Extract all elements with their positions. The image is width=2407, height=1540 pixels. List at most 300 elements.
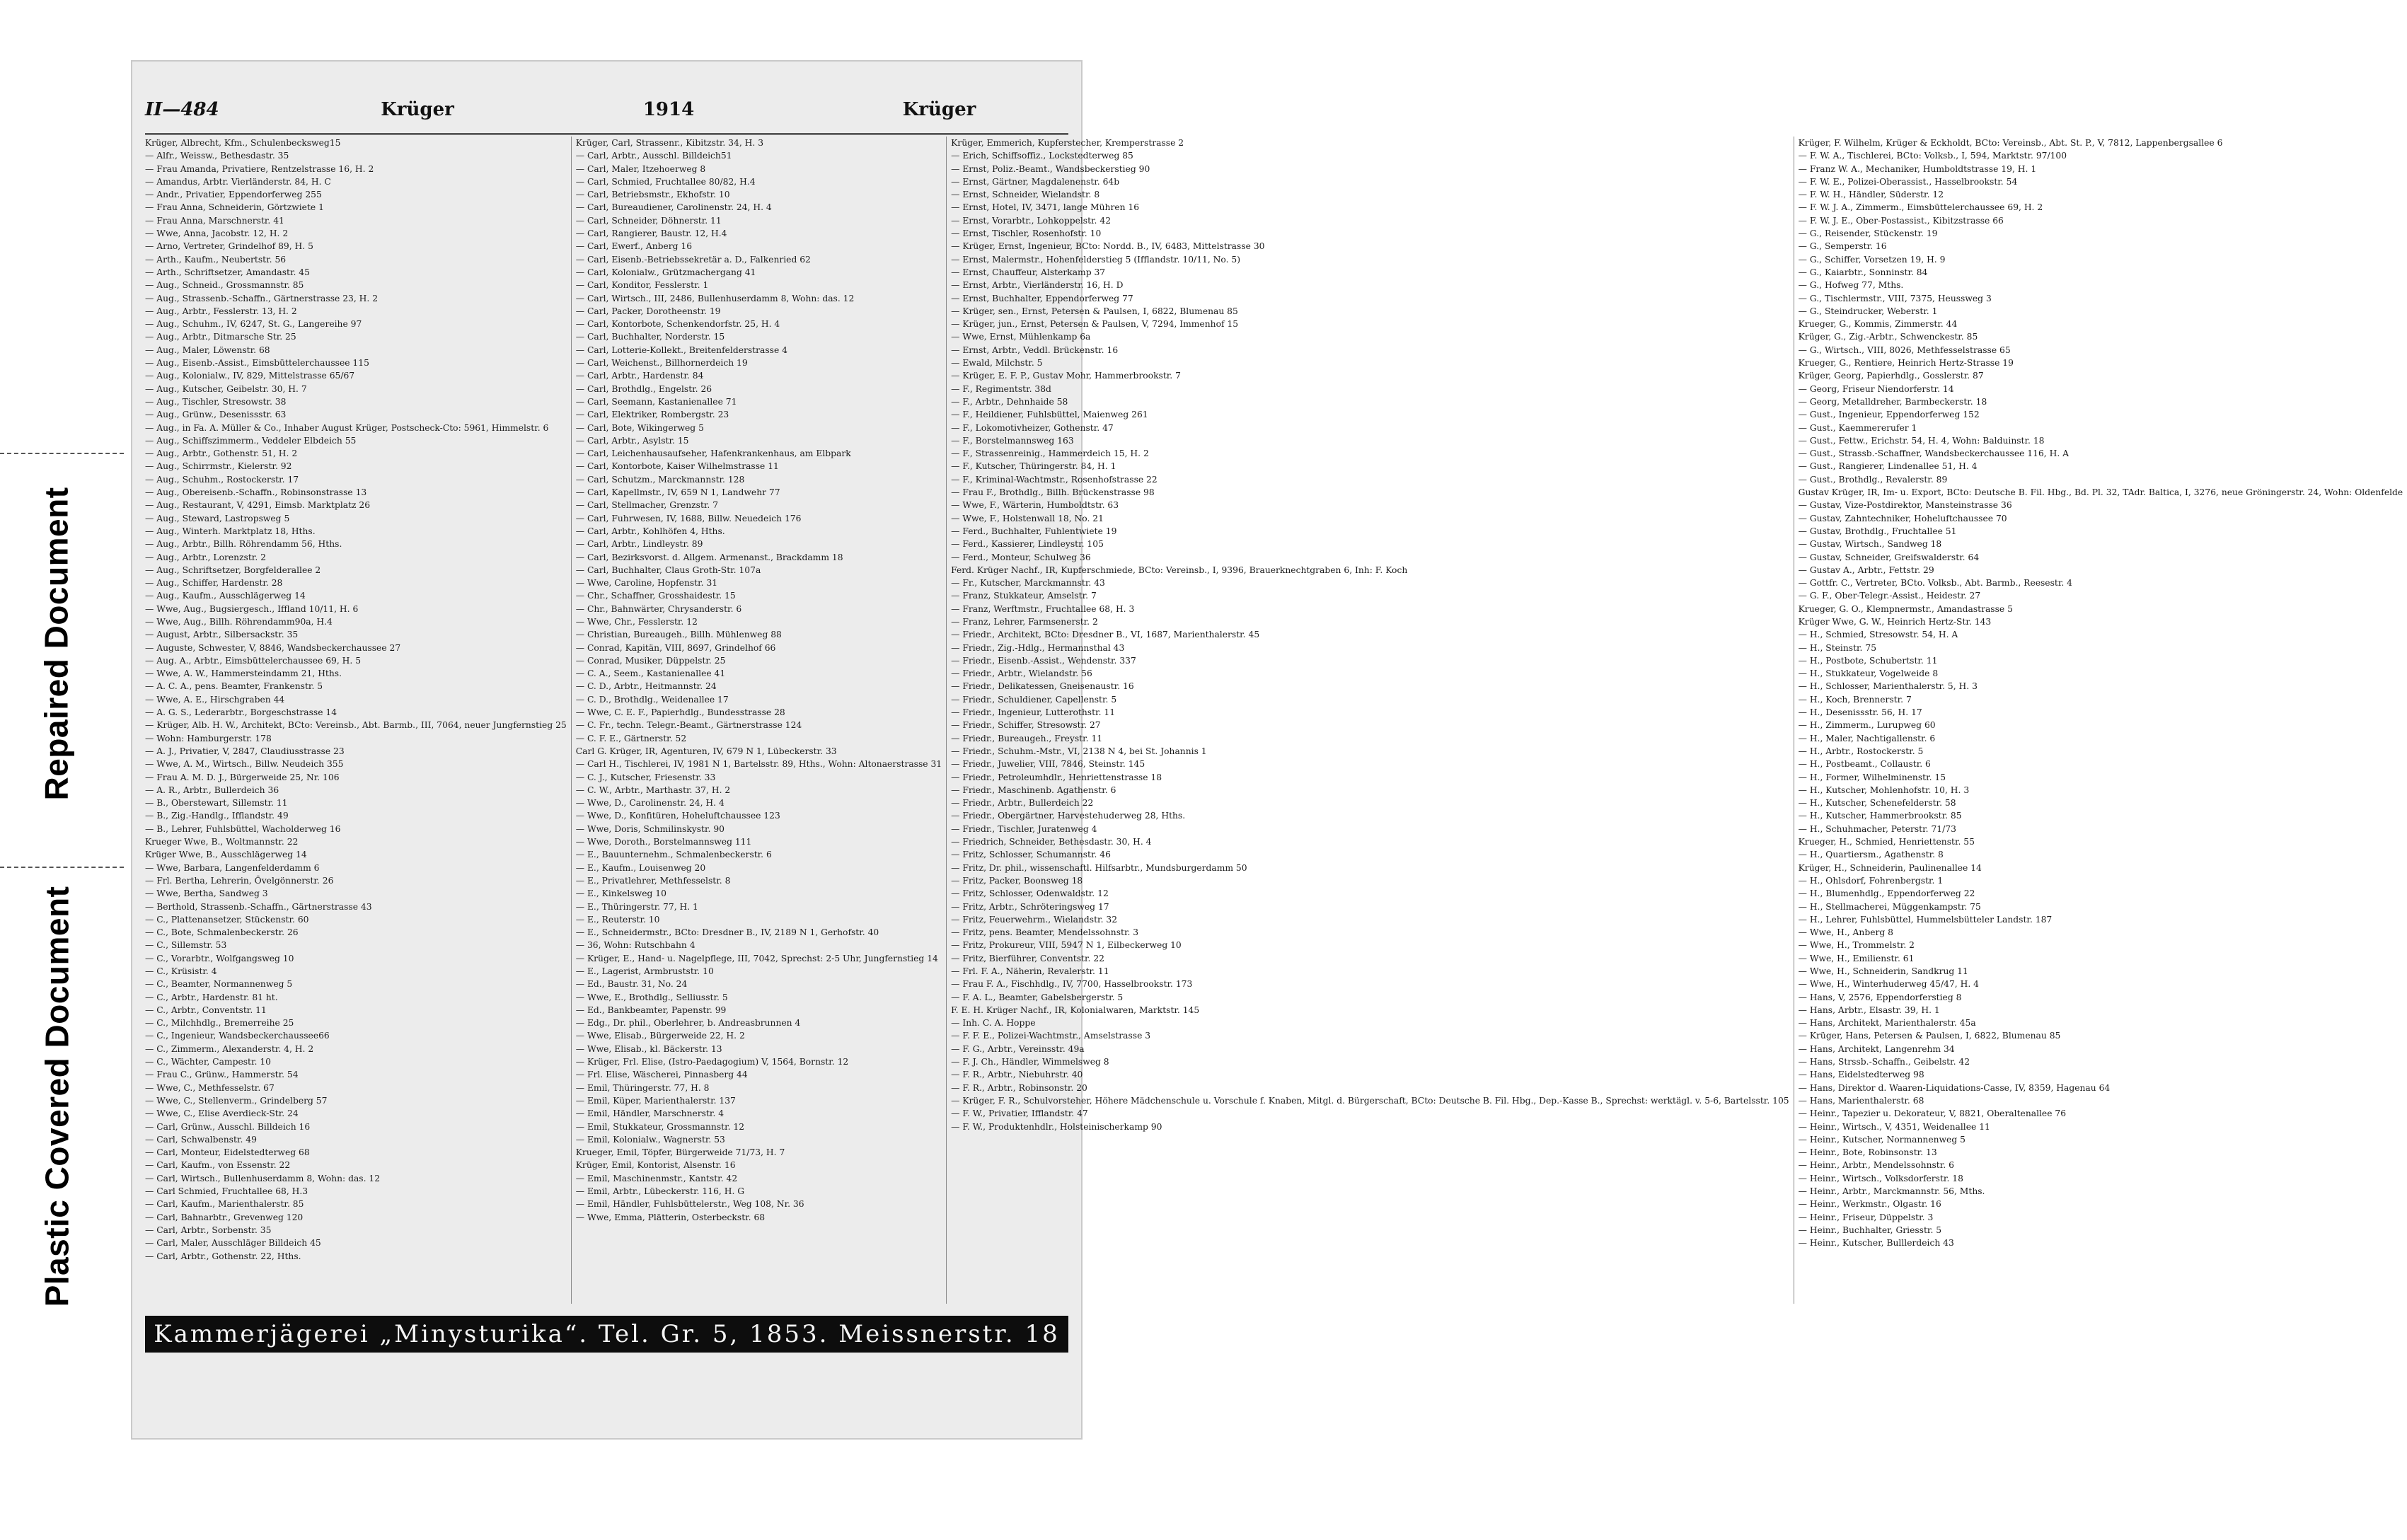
- repaired-document-text: Repaired Document: [38, 487, 75, 801]
- directory-entry: — C., Zimmerm., Alexanderstr. 4, H. 2: [145, 1043, 314, 1054]
- directory-entry: — Ewald, Milchstr. 5: [951, 358, 1043, 369]
- directory-entry: — C. A., Seem., Kastanienallee 41: [575, 668, 726, 679]
- directory-entry: Krueger, H., Schmied, Henriettenstr. 55: [1798, 837, 1975, 847]
- directory-entry: — Carl, Leichenhausaufseher, Hafenkrankenhaus, am Elbpark: [575, 448, 851, 459]
- directory-entry: — Carl, Wirtsch., III, 2486, Bullenhuserdamm 8, Wohn: das. 12: [575, 293, 855, 303]
- directory-entry: — H., Desenissstr. 56, H. 17: [1798, 707, 1922, 718]
- directory-entry: — H., Stukkateur, Vogelweide 8: [1798, 668, 1939, 679]
- directory-entry: — F. W. J. E., Ober-Postassist., Kibitzstrasse 66: [1798, 215, 2004, 226]
- directory-entry: — Hans, Eidelstedterweg 98: [1798, 1070, 1924, 1080]
- directory-entry: — Friedr., Arbtr., Wielandstr. 56: [951, 668, 1092, 679]
- directory-entry: — G. F., Ober-Telegr.-Assist., Heidestr. 27: [1798, 591, 1981, 601]
- directory-entry: — Carl, Bahnarbtr., Grevenweg 120: [145, 1212, 304, 1222]
- directory-entry: — Carl, Arbtr., Hardenstr. 84: [575, 371, 704, 381]
- directory-entry: — Conrad, Kapitän, VIII, 8697, Grindelhof 66: [575, 642, 776, 653]
- directory-entry: — Carl, Bezirksvorst. d. Allgem. Armenanst., Brackdamm 18: [575, 552, 843, 562]
- directory-entry: — Wwe, F., Holstenwall 18, No. 21: [951, 513, 1104, 523]
- directory-entry: — Arth., Kaufm., Neubertstr. 56: [145, 254, 287, 265]
- directory-entry: — Friedr., Maschinenb. Agathenstr. 6: [951, 785, 1116, 795]
- directory-entry: — Arno, Vertreter, Grindelhof 89, H. 5: [145, 241, 313, 252]
- directory-entry: — Carl, Fuhrwesen, IV, 1688, Billw. Neuedeich 176: [575, 513, 802, 523]
- directory-entry: — Ed., Baustr. 31, No. 24: [575, 979, 688, 990]
- directory-entry: — Gust., Strassb.-Schaffner, Wandsbeckerchaussee 116, H. A: [1798, 448, 2070, 459]
- directory-entry: — Krüger, Ernst, Ingenieur, BCto: Nordd. B., IV, 6483, Mittelstrasse 30: [951, 241, 1265, 252]
- directory-entry: Krueger, G. O., Klempnermstr., Amandastrasse 5: [1798, 603, 2013, 614]
- directory-entry: — Carl, Seemann, Kastanienallee 71: [575, 396, 737, 407]
- directory-entry: — H., Maler, Nachtigallenstr. 6: [1798, 733, 1936, 743]
- dashed-divider-top: [0, 453, 124, 454]
- directory-entry: — G., Wirtsch., VIII, 8026, Methfesselstrasse 65: [1798, 345, 2011, 355]
- directory-entry: — C. D., Arbtr., Heitmannstr. 24: [575, 681, 717, 692]
- directory-entry: — Aug. A., Arbtr., Eimsbüttelerchaussee 69, H. 5: [145, 655, 362, 666]
- directory-entry: — 36, Wohn: Rutschbahn 4: [575, 940, 695, 951]
- directory-entry: — Auguste, Schwester, V, 8846, Wandsbeckerchaussee 27: [145, 642, 401, 653]
- directory-entry: — C., Bote, Schmalenbeckerstr. 26: [145, 927, 299, 938]
- directory-entry: — Conrad, Musiker, Düppelstr. 25: [575, 655, 726, 666]
- directory-entry: — Carl, Arbtr., Gothenstr. 22, Hths.: [145, 1251, 301, 1261]
- directory-entry: — H., Lehrer, Fuhlsbüttel, Hummelsbütteler Landstr. 187: [1798, 914, 2053, 925]
- directory-entry: — Carl, Arbtr., Asylstr. 15: [575, 435, 689, 446]
- directory-entry: — E., Kaufm., Louisenweg 20: [575, 862, 706, 873]
- directory-entry: — C. Fr., techn. Telegr.-Beamt., Gärtnerstrasse 124: [575, 720, 802, 731]
- directory-entry: — F., Regimentstr. 38d: [951, 383, 1051, 394]
- directory-entry: — E., Schneidermstr., BCto: Dresdner B., IV, 2189 N 1, Gerhofstr. 40: [575, 927, 879, 938]
- directory-entry: — H., Former, Wilhelminenstr. 15: [1798, 772, 1946, 782]
- directory-entry: — Gust., Rangierer, Lindenallee 51, H. 4: [1798, 461, 1978, 472]
- header-rule: [145, 133, 1068, 135]
- directory-entry: — Ernst, Poliz.-Beamt., Wandsbeckerstieg 90: [951, 163, 1150, 174]
- directory-entry: — A. C. A., pens. Beamter, Frankenstr. 5: [145, 681, 323, 692]
- directory-entry: Krueger, G., Kommis, Zimmerstr. 44: [1798, 319, 1958, 330]
- directory-entry: — Krüger, Frl. Elise, (Istro-Paedagogium) V, 1564, Bornstr. 12: [575, 1057, 849, 1067]
- directory-entry: — Fritz, pens. Beamter, Mendelssohnstr. 3: [951, 927, 1139, 938]
- directory-entry: — H., Postbeamt., Collaustr. 6: [1798, 759, 1931, 770]
- page-number: II—484: [145, 99, 219, 120]
- directory-entry: — H., Kutscher, Hammerbrookstr. 85: [1798, 811, 1962, 821]
- directory-entry: — A. J., Privatier, V, 2847, Claudiusstrasse 23: [145, 746, 345, 756]
- directory-entry: — F. R., Arbtr., Robinsonstr. 20: [951, 1082, 1087, 1093]
- directory-entry: — Aug., Steward, Lastropsweg 5: [145, 513, 290, 523]
- directory-entry: — H., Zimmerm., Lurupweg 60: [1798, 720, 1936, 731]
- dashed-divider-bottom: [0, 867, 124, 868]
- directory-entry: — Aug., Arbtr., Ditmarsche Str. 25: [145, 332, 296, 342]
- directory-entry: — Wwe, Caroline, Hopfenstr. 31: [575, 578, 718, 589]
- directory-entry: — Heinr., Wirtsch., Volksdorferstr. 18: [1798, 1173, 1963, 1183]
- directory-entry: — Friedr., Zig.-Hdlg., Hermannsthal 43: [951, 642, 1125, 653]
- directory-entry: — Friedr., Bureaugeh., Freystr. 11: [951, 733, 1103, 743]
- directory-entry: — Friedr., Eisenb.-Assist., Wendenstr. 337: [951, 655, 1136, 666]
- directory-entry: — Heinr., Kutscher, Bulllerdeich 43: [1798, 1238, 1954, 1249]
- directory-entry: — August, Arbtr., Silbersackstr. 35: [145, 630, 299, 640]
- directory-entry: — Heinr., Werkmstr., Olgastr. 16: [1798, 1199, 1941, 1210]
- directory-column-1: [141, 137, 572, 1304]
- directory-entry: — Fritz, Feuerwehrm., Wielandstr. 32: [951, 914, 1118, 925]
- directory-entry: — Emil, Händler, Marschnerstr. 4: [575, 1108, 725, 1119]
- directory-entry: Krüger, Emil, Kontorist, Alsenstr. 16: [575, 1160, 736, 1171]
- directory-column-3: [947, 137, 1794, 1304]
- directory-entry: — Heinr., Arbtr., Mendelssohnstr. 6: [1798, 1160, 1954, 1171]
- directory-entry: — H., Schuhmacher, Peterstr. 71/73: [1798, 823, 1956, 834]
- directory-entry: — Arth., Schriftsetzer, Amandastr. 45: [145, 267, 310, 277]
- directory-entry: — Friedr., Arbtr., Bullerdeich 22: [951, 798, 1094, 809]
- directory-entry: — Wwe, A. W., Hammersteindamm 21, Hths.: [145, 668, 342, 679]
- directory-entry: — Carl, Schneider, Döhnerstr. 11: [575, 215, 722, 226]
- directory-entry: — Amandus, Arbtr. Vierländerstr. 84, H. C: [145, 176, 331, 187]
- directory-entry: Ferd. Krüger Nachf., IR, Kupferschmiede, BCto: Vereinsb., I, 9396, Brauerknechtgraben 6, Inh: F. Koch: [951, 565, 1408, 575]
- directory-entry: — F. F. E., Polizei-Wachtmstr., Amselstrasse 3: [951, 1031, 1151, 1041]
- directory-entry: — Fritz, Prokureur, VIII, 5947 N 1, Eilbeckerweg 10: [951, 940, 1182, 951]
- directory-entry: — E., Bauunternehm., Schmalenbeckerstr. 6: [575, 850, 772, 860]
- directory-entry: — Friedr., Tischler, Juratenweg 4: [951, 823, 1097, 834]
- directory-entry: — Wwe, C., Methfesselstr. 67: [145, 1082, 275, 1093]
- directory-entry: — Friedrich, Schneider, Bethesdastr. 30, H. 4: [951, 837, 1152, 847]
- directory-entry: — Gustav A., Arbtr., Fettstr. 29: [1798, 565, 1934, 575]
- directory-entry: — F. J. Ch., Händler, Wimmelsweg 8: [951, 1057, 1109, 1067]
- directory-entry: — Aug., Schiffer, Hardenstr. 28: [145, 578, 283, 589]
- directory-entry: — Frau F. A., Fischhdlg., IV, 7700, Hasselbrookstr. 173: [951, 979, 1193, 990]
- directory-entry: — Aug., Schirrmstr., Kielerstr. 92: [145, 461, 292, 472]
- directory-entry: — Frl. Elise, Wäscherei, Pinnasberg 44: [575, 1070, 748, 1080]
- directory-entry: — Wwe, H., Anberg 8: [1798, 927, 1893, 938]
- directory-entry: — Carl, Packer, Dorotheenstr. 19: [575, 306, 721, 316]
- directory-entry: — C., Ingenieur, Wandsbeckerchaussee66: [145, 1031, 330, 1041]
- directory-entry: — Gustav, Vize-Postdirektor, Mansteinstrasse 36: [1798, 500, 2012, 511]
- directory-entry: — E., Lagerist, Armbruststr. 10: [575, 966, 714, 976]
- directory-entry: — Krüger, E. F. P., Gustav Mohr, Hammerbrookstr. 7: [951, 371, 1181, 381]
- directory-entry: — F. R., Arbtr., Niebuhrstr. 40: [951, 1070, 1083, 1080]
- directory-entry: — G., Kaiarbtr., Sonninstr. 84: [1798, 267, 1928, 277]
- directory-entry: — C., Vorarbtr., Wolfgangsweg 10: [145, 953, 294, 963]
- directory-entry: — E., Thüringerstr. 77, H. 1: [575, 901, 698, 912]
- directory-entry: — C., Beamter, Normannenweg 5: [145, 979, 293, 990]
- directory-entry: — Carl, Schwalbenstr. 49: [145, 1134, 257, 1145]
- directory-entry: — Carl, Buchhalter, Claus Groth-Str. 107a: [575, 565, 761, 575]
- directory-entry: — Fritz, Arbtr., Schröteringsweg 17: [951, 901, 1109, 912]
- directory-entry: — Wwe, A. M., Wirtsch., Billw. Neudeich 355: [145, 759, 344, 770]
- directory-entry: — Gustav, Wirtsch., Sandweg 18: [1798, 539, 1942, 550]
- directory-entry: — Wwe, Doroth., Borstelmannsweg 111: [575, 837, 752, 847]
- directory-entry: — G., Tischlermstr., VIII, 7375, Heussweg 3: [1798, 293, 1992, 303]
- directory-entry: — Carl, Schmied, Fruchtallee 80/82, H.4: [575, 176, 756, 187]
- directory-entry: — Frau Anna, Schneiderin, Görtzwiete 1: [145, 202, 324, 213]
- directory-entry: — Aug., Eisenb.-Assist., Eimsbüttelerchaussee 115: [145, 358, 369, 369]
- directory-entry: Krueger Wwe, B., Woltmannstr. 22: [145, 837, 299, 847]
- directory-entry: — F. A. L., Beamter, Gabelsbergerstr. 5: [951, 992, 1124, 1002]
- directory-entry: — Wwe, Chr., Fesslerstr. 12: [575, 616, 698, 627]
- directory-entry: Krueger, G., Rentiere, Heinrich Hertz-Strasse 19: [1798, 358, 2014, 369]
- directory-entry: — Ernst, Vorarbtr., Lohkoppelstr. 42: [951, 215, 1112, 226]
- directory-entry: — Friedr., Architekt, BCto: Dresdner B., VI, 1687, Marienthalerstr. 45: [951, 630, 1260, 640]
- directory-entry: — Krüger, E., Hand- u. Nagelpflege, III, 7042, Sprechst: 2-5 Uhr, Jungfernstieg 14: [575, 953, 938, 963]
- directory-entry: — Andr., Privatier, Eppendorferweg 255: [145, 190, 322, 200]
- directory-entry: — G., Schiffer, Vorsetzen 19, H. 9: [1798, 254, 1946, 265]
- directory-entry: — Carl, Schutzm., Marckmannstr. 128: [575, 474, 745, 485]
- directory-entry: — Wwe, Doris, Schmilinskystr. 90: [575, 823, 725, 834]
- directory-entry: — Friedr., Delikatessen, Gneisenaustr. 16: [951, 681, 1134, 692]
- directory-entry: — Friedr., Petroleumhdlr., Henriettenstrasse 18: [951, 772, 1162, 782]
- directory-entry: — Gust., Fettw., Erichstr. 54, H. 4, Wohn: Balduinstr. 18: [1798, 435, 2045, 446]
- directory-entry: — Friedr., Juwelier, VIII, 7846, Steinstr. 145: [951, 759, 1145, 770]
- directory-entry: — Emil, Thüringerstr. 77, H. 8: [575, 1082, 710, 1093]
- directory-entry: Krüger, Georg, Papierhdlg., Gosslerstr. 87: [1798, 371, 1984, 381]
- directory-entry: — Carl, Lotterie-Kollekt., Breitenfelderstrasse 4: [575, 345, 787, 355]
- directory-entry: — H., Kutscher, Schenefelderstr. 58: [1798, 798, 1956, 809]
- directory-entry: — F., Arbtr., Dehnhaide 58: [951, 396, 1068, 407]
- directory-entry: — H., Schlosser, Marienthalerstr. 5, H. 3: [1798, 681, 1978, 692]
- directory-entry: — Carl, Buchhalter, Norderstr. 15: [575, 332, 725, 342]
- directory-entry: — Wwe, Aug., Billh. Röhrendamm90a, H.4: [145, 616, 333, 627]
- page-header: [145, 99, 1068, 127]
- directory-entry: — H., Stellmacherei, Müggenkampstr. 75: [1798, 901, 1981, 912]
- directory-entry: — F. G., Arbtr., Vereinsstr. 49a: [951, 1043, 1085, 1054]
- directory-entry: — Carl, Eisenb.-Betriebssekretär a. D., Falkenried 62: [575, 254, 811, 265]
- directory-entry: Gustav Krüger, IR, Im- u. Export, BCto: Deutsche B. Fil. Hbg., Bd. Pl. 32, TAdr. Baltica, I, 3276, neue Gröningerstr. 24, Wohn: Oldenfelde: [1798, 487, 2403, 498]
- directory-entry: — Carl, Bote, Wikingerweg 5: [575, 422, 704, 433]
- directory-entry: — Ernst, Hotel, IV, 3471, lange Mühren 16: [951, 202, 1140, 213]
- directory-entry: — Wwe, D., Konfitüren, Hoheluftchaussee 123: [575, 811, 780, 821]
- directory-entry: — Emil, Kolonialw., Wagnerstr. 53: [575, 1134, 725, 1145]
- directory-entry: — Carl, Wirtsch., Bullenhuserdamm 8, Wohn: das. 12: [145, 1173, 381, 1183]
- directory-entry: — F., Strassenreinig., Hammerdeich 15, H. 2: [951, 448, 1149, 459]
- directory-entry: — C., Milchhdlg., Bremerreihe 25: [145, 1018, 294, 1029]
- directory-entry: — Carl, Arbtr., Sorbenstr. 35: [145, 1225, 272, 1235]
- directory-entry: — F. W. E., Polizei-Oberassist., Hasselbrookstr. 54: [1798, 176, 2018, 187]
- directory-entry: — C. W., Arbtr., Marthastr. 37, H. 2: [575, 785, 731, 795]
- directory-entry: — Wwe, H., Schneiderin, Sandkrug 11: [1798, 966, 1968, 976]
- directory-entry: — Ed., Bankbeamter, Papenstr. 99: [575, 1005, 727, 1015]
- directory-entry: — Carl Schmied, Fruchtallee 68, H.3: [145, 1186, 308, 1197]
- directory-entry: — F., Lokomotivheizer, Gothenstr. 47: [951, 422, 1114, 433]
- directory-entry: — Frl. Bertha, Lehrerin, Övelgönnerstr. 26: [145, 875, 334, 886]
- directory-entry: — Fr., Kutscher, Marckmannstr. 43: [951, 578, 1105, 589]
- directory-entry: — F. W. J. A., Zimmerm., Eimsbüttelerchaussee 69, H. 2: [1798, 202, 2043, 213]
- directory-entry: — Friedr., Obergärtner, Harvestehuderweg 28, Hths.: [951, 811, 1186, 821]
- directory-entry: — Krüger, sen., Ernst, Petersen & Paulsen, I, 6822, Blumenau 85: [951, 306, 1238, 316]
- directory-entry: Krüger Wwe, G. W., Heinrich Hertz-Str. 143: [1798, 616, 1992, 627]
- directory-entry: — Gust., Ingenieur, Eppendorferweg 152: [1798, 410, 1980, 420]
- directory-entry: — F. W. H., Händler, Süderstr. 12: [1798, 190, 1944, 200]
- directory-entry: — H., Koch, Brennerstr. 7: [1798, 694, 1912, 705]
- directory-entry: — Carl, Grünw., Ausschl. Billdeich 16: [145, 1121, 311, 1132]
- directory-entry: — F., Borstelmannsweg 163: [951, 435, 1074, 446]
- directory-entry: — Ferd., Monteur, Schulweg 36: [951, 552, 1091, 562]
- directory-entry: — Wwe, H., Trommelstr. 2: [1798, 940, 1915, 951]
- directory-entry: — Chr., Bahnwärter, Chrysanderstr. 6: [575, 603, 742, 614]
- directory-entry: — Wwe, E., Brothdlg., Selliusstr. 5: [575, 992, 728, 1002]
- directory-entry: — Hans, Architekt, Langenrehm 34: [1798, 1043, 1955, 1054]
- directory-entry: — H., Blumenhdlg., Eppendorferweg 22: [1798, 888, 1975, 899]
- directory-entry: — H., Schmied, Stresowstr. 54, H. A: [1798, 630, 1958, 640]
- directory-entry: — G., Reisender, Stückenstr. 19: [1798, 228, 1938, 239]
- directory-entry: — E., Reuterstr. 10: [575, 914, 660, 925]
- directory-entry: — Emil, Küper, Marienthalerstr. 137: [575, 1095, 736, 1106]
- directory-entry: — Carl, Monteur, Eidelstedterweg 68: [145, 1147, 310, 1158]
- directory-entry: — Frau Anna, Marschnerstr. 41: [145, 215, 284, 226]
- directory-entry: — B., Oberstewart, Sillemstr. 11: [145, 798, 288, 809]
- header-left-name: Krüger: [381, 99, 454, 120]
- directory-entry: — C., Arbtr., Conventstr. 11: [145, 1005, 267, 1015]
- directory-entry: — Wwe, A. E., Hirschgraben 44: [145, 694, 285, 705]
- directory-entry: — C. D., Brothdlg., Weidenallee 17: [575, 694, 729, 705]
- directory-entry: — Carl, Kolonialw., Grützmachergang 41: [575, 267, 756, 277]
- directory-entry: — F. W. A., Tischlerei, BCto: Volksb., I, 594, Marktstr. 97/100: [1798, 151, 2067, 161]
- header-right-name: Krüger: [902, 99, 976, 120]
- directory-entry: — Frau F., Brothdlg., Billh. Brückenstrasse 98: [951, 487, 1155, 498]
- directory-entry: — Gust., Brothdlg., Revalerstr. 89: [1798, 474, 1948, 485]
- directory-entry: — C. F. E., Gärtnerstr. 52: [575, 733, 687, 743]
- directory-entry: — Carl, Ewerf., Anberg 16: [575, 241, 693, 252]
- advertisement-banner: Kammerjägerei „Minysturika“. Tel. Gr. 5, 1853. Meissnerstr. 18: [145, 1316, 1068, 1353]
- directory-entry: — C., Plattenansetzer, Stückenstr. 60: [145, 914, 309, 925]
- directory-entry: — Wwe, Barbara, Langenfelderdamm 6: [145, 862, 320, 873]
- directory-entry: — Fritz, Packer, Boonsweg 18: [951, 875, 1083, 886]
- directory-entry: — Gustav, Brothdlg., Fruchtallee 51: [1798, 526, 1957, 536]
- directory-entry: — Krüger, Alb. H. W., Architekt, BCto: Vereinsb., Abt. Barmb., III, 7064, neuer Jungfernstieg 25: [145, 720, 567, 731]
- directory-entry: — F. W., Privatier, Ifflandstr. 47: [951, 1108, 1088, 1119]
- directory-entry: — Aug., Kaufm., Ausschlägerweg 14: [145, 591, 306, 601]
- directory-entry: Krüger, G., Zig.-Arbtr., Schwenckestr. 85: [1798, 332, 1978, 342]
- directory-entry: — F., Heildiener, Fuhlsbüttel, Maienweg 261: [951, 410, 1148, 420]
- directory-entry: Krueger, Emil, Töpfer, Bürgerweide 71/73, H. 7: [575, 1147, 785, 1158]
- directory-entry: — Wwe, C., Stellenverm., Grindelberg 57: [145, 1095, 328, 1106]
- directory-entry: — Wwe, Anna, Jacobstr. 12, H. 2: [145, 228, 289, 239]
- directory-entry: — Carl H., Tischlerei, IV, 1981 N 1, Bartelsstr. 89, Hths., Wohn: Altonaerstrasse 31: [575, 759, 942, 770]
- directory-entry: — Wwe, Emma, Plätterin, Osterbeckstr. 68: [575, 1212, 766, 1222]
- directory-entry: — Friedr., Schuhm.-Mstr., VI, 2138 N 4, bei St. Johannis 1: [951, 746, 1207, 756]
- directory-entry: — Christian, Bureaugeh., Billh. Mühlenweg 88: [575, 630, 782, 640]
- directory-entry: — Carl, Rangierer, Baustr. 12, H.4: [575, 228, 727, 239]
- directory-entry: — Fritz, Bierführer, Conventstr. 22: [951, 953, 1104, 963]
- directory-entry: — Erich, Schiffsoffiz., Lockstedterweg 85: [951, 151, 1133, 161]
- directory-entry: — Wwe, Bertha, Sandweg 3: [145, 888, 268, 899]
- directory-entry: — Heinr., Bote, Robinsonstr. 13: [1798, 1147, 1937, 1158]
- directory-entry: — B., Zig.-Handlg., Ifflandstr. 49: [145, 811, 289, 821]
- directory-entry: — Carl, Maler, Itzehoerweg 8: [575, 163, 706, 174]
- directory-entry: — F. W., Produktenhdlr., Holsteinischerkamp 90: [951, 1121, 1162, 1132]
- directory-entry: — Hans, Arbtr., Elsastr. 39, H. 1: [1798, 1005, 1940, 1015]
- directory-entry: — Carl, Brothdlg., Engelstr. 26: [575, 383, 712, 394]
- directory-entry: — Heinr., Tapezier u. Dekorateur, V, 8821, Oberaltenallee 76: [1798, 1108, 2067, 1119]
- directory-entry: — Franz, Werftmstr., Fruchtallee 68, H. 3: [951, 603, 1135, 614]
- directory-entry: — C., Krüsistr. 4: [145, 966, 217, 976]
- directory-entry: — Aug., Grünw., Desenissstr. 63: [145, 410, 287, 420]
- directory-entry: — Wwe, Aug., Bugsiergesch., Iffland 10/11, H. 6: [145, 603, 359, 614]
- directory-entry: — C., Wächter, Campestr. 10: [145, 1057, 271, 1067]
- directory-entry: — Carl, Konditor, Fesslerstr. 1: [575, 280, 709, 291]
- directory-entry: — Ernst, Malermstr., Hohenfelderstieg 5 (Ifflandstr. 10/11, No. 5): [951, 254, 1241, 265]
- directory-entry: — Gustav, Zahntechniker, Hoheluftchaussee 70: [1798, 513, 2007, 523]
- directory-entry: — Edg., Dr. phil., Oberlehrer, b. Andreasbrunnen 4: [575, 1018, 801, 1029]
- directory-entry: — Wwe, Ernst, Mühlenkamp 6a: [951, 332, 1091, 342]
- directory-entry: — Wwe, C., Elise Averdieck-Str. 24: [145, 1108, 299, 1119]
- directory-entry: — Ernst, Buchhalter, Eppendorferweg 77: [951, 293, 1133, 303]
- directory-entry: — Frau A. M. D. J., Bürgerweide 25, Nr. 106: [145, 772, 340, 782]
- directory-entry: — Carl, Maler, Ausschläger Billdeich 45: [145, 1238, 321, 1249]
- directory-entry: — Fritz, Dr. phil., wissenschaftl. Hilfsarbtr., Mundsburgerdamm 50: [951, 862, 1247, 873]
- directory-entry: — Carl, Kaufm., Marienthalerstr. 85: [145, 1199, 304, 1210]
- directory-entry: — Georg, Friseur Niendorferstr. 14: [1798, 383, 1954, 394]
- plastic-covered-document-label: [14, 886, 99, 1307]
- directory-entry: — Ernst, Arbtr., Veddl. Brückenstr. 16: [951, 345, 1119, 355]
- directory-entry: — Carl, Arbtr., Ausschl. Billdeich51: [575, 151, 732, 161]
- directory-entry: — Frau Amanda, Privatiere, Rentzelstrasse 16, H. 2: [145, 163, 374, 174]
- directory-entry: — Emil, Maschinenmstr., Kantstr. 42: [575, 1173, 738, 1183]
- directory-entry: — Chr., Schaffner, Grosshaidestr. 15: [575, 591, 736, 601]
- directory-entry: — Aug., Kolonialw., IV, 829, Mittelstrasse 65/67: [145, 371, 355, 381]
- directory-entry: — Carl, Arbtr., Lindleystr. 89: [575, 539, 703, 550]
- directory-entry: — Aug., Arbtr., Gothenstr. 51, H. 2: [145, 448, 298, 459]
- directory-entry: — Aug., Schneid., Grossmannstr. 85: [145, 280, 304, 291]
- directory-entry: Krüger Wwe, B., Ausschlägerweg 14: [145, 850, 307, 860]
- directory-entry: — Heinr., Kutscher, Normannenweg 5: [1798, 1134, 1966, 1145]
- directory-entry: Krüger, F. Wilhelm, Krüger & Eckholdt, BCto: Vereinsb., Abt. St. P., V, 7812, Lappenbergsallee 6: [1798, 138, 2223, 148]
- directory-entry: — Aug., Arbtr., Lorenzstr. 2: [145, 552, 266, 562]
- directory-entry: — Aug., Schriftsetzer, Borgfelderallee 2: [145, 565, 321, 575]
- directory-entry: — Fritz, Schlosser, Schumannstr. 46: [951, 850, 1111, 860]
- directory-entry: — Heinr., Wirtsch., V, 4351, Weidenallee 11: [1798, 1121, 1990, 1132]
- directory-entry: — C., Arbtr., Hardenstr. 81 ht.: [145, 992, 278, 1002]
- directory-entry: — Aug., Schiffszimmerm., Veddeler Elbdeich 55: [145, 435, 357, 446]
- directory-entry: — Emil, Händler, Fuhlsbüttelerstr., Weg 108, Nr. 36: [575, 1199, 804, 1210]
- directory-entry: — Ernst, Tischler, Rosenhofstr. 10: [951, 228, 1102, 239]
- directory-entry: — Carl, Betriebsmstr., Ekhofstr. 10: [575, 190, 730, 200]
- directory-entry: — Wwe, Elisab., kl. Bäckerstr. 13: [575, 1043, 722, 1054]
- directory-entry: — Wohn: Hamburgerstr. 178: [145, 733, 272, 743]
- directory-entry: Krüger, H., Schneiderin, Paulinenallee 14: [1798, 862, 1982, 873]
- directory-entry: — C. J., Kutscher, Friesenstr. 33: [575, 772, 716, 782]
- directory-entry: — Gottfr. C., Vertreter, BCto. Volksb., Abt. Barmb., Reesestr. 4: [1798, 578, 2073, 589]
- directory-entry: — Franz W. A., Mechaniker, Humboldtstrasse 19, H. 1: [1798, 163, 2037, 174]
- directory-entry: — Krüger, jun., Ernst, Petersen & Paulsen, V, 7294, Immenhof 15: [951, 319, 1239, 330]
- plastic-covered-document-text: Plastic Covered Document: [38, 886, 75, 1307]
- directory-entry: — H., Postbote, Schubertstr. 11: [1798, 655, 1938, 666]
- directory-entry: — Heinr., Friseur, Düppelstr. 3: [1798, 1212, 1934, 1222]
- directory-entry: Carl G. Krüger, IR, Agenturen, IV, 679 N 1, Lübeckerstr. 33: [575, 746, 837, 756]
- directory-entry: — Berthold, Strassenb.-Schaffn., Gärtnerstrasse 43: [145, 901, 372, 912]
- directory-entry: — F., Kriminal-Wachtmstr., Rosenhofstrasse 22: [951, 474, 1158, 485]
- directory-entry: Krüger, Albrecht, Kfm., Schulenbecksweg15: [145, 138, 341, 148]
- directory-entry: — Inh. C. A. Hoppe: [951, 1018, 1036, 1029]
- directory-entry: — Alfr., Weissw., Bethesdastr. 35: [145, 151, 289, 161]
- directory-entry: — Aug., Maler, Löwenstr. 68: [145, 345, 270, 355]
- directory-entry: — Carl, Weichenst., Billhornerdeich 19: [575, 358, 748, 369]
- directory-entry: — Frau C., Grünw., Hammerstr. 54: [145, 1070, 299, 1080]
- directory-entry: — Wwe, C. E. F., Papierhdlg., Bundesstrasse 28: [575, 707, 785, 718]
- directory-entry: — Ferd., Kassierer, Lindleystr. 105: [951, 539, 1104, 550]
- directory-entry: — B., Lehrer, Fuhlsbüttel, Wacholderweg 16: [145, 823, 341, 834]
- directory-entry: — Gustav, Schneider, Greifswalderstr. 64: [1798, 552, 1980, 562]
- directory-entry: — Emil, Stukkateur, Grossmannstr. 12: [575, 1121, 745, 1132]
- directory-entry: — Carl, Bureaudiener, Carolinenstr. 24, H. 4: [575, 202, 772, 213]
- directory-entry: — Krüger, F. R., Schulvorsteher, Höhere Mädchenschule u. Vorschule f. Knaben, Mitgl. d. Bürgerschaft, BCto: Deutsche B. Fil. Hbg., Dep.-Kasse B., Sprechst: werktägl. v. 5-6, Bartelsstr. 105: [951, 1095, 1789, 1106]
- directory-entry: — Hans, V, 2576, Eppendorferstieg 8: [1798, 992, 1962, 1002]
- directory-entry: Krüger, Emmerich, Kupferstecher, Kremperstrasse 2: [951, 138, 1184, 148]
- directory-entry: — H., Arbtr., Rostockerstr. 5: [1798, 746, 1924, 756]
- directory-entry: — C., Sillemstr. 53: [145, 940, 227, 951]
- directory-entry: Krüger, Carl, Strassenr., Kibitzstr. 34, H. 3: [575, 138, 764, 148]
- directory-entry: — Wwe, Elisab., Bürgerweide 22, H. 2: [575, 1031, 745, 1041]
- directory-entry: — Carl, Kaufm., von Essenstr. 22: [145, 1160, 291, 1171]
- directory-entry: — Aug., Arbtr., Fesslerstr. 13, H. 2: [145, 306, 297, 316]
- directory-column-4: [1794, 137, 2407, 1304]
- directory-entry: — F., Kutscher, Thüringerstr. 84, H. 1: [951, 461, 1116, 472]
- directory-entry: — Ernst, Arbtr., Vierländerstr. 16, H. D: [951, 280, 1124, 291]
- directory-entry: — Hans, Marienthalerstr. 68: [1798, 1095, 1924, 1106]
- directory-entry: — Franz, Lehrer, Farmsenerstr. 2: [951, 616, 1098, 627]
- directory-entry: — Heinr., Arbtr., Marckmannstr. 56, Mths.: [1798, 1186, 1985, 1197]
- directory-entry: — Hans, Direktor d. Waaren-Liquidations-Casse, IV, 8359, Hagenau 64: [1798, 1082, 2111, 1093]
- directory-entry: — Krüger, Hans, Petersen & Paulsen, I, 6822, Blumenau 85: [1798, 1031, 2061, 1041]
